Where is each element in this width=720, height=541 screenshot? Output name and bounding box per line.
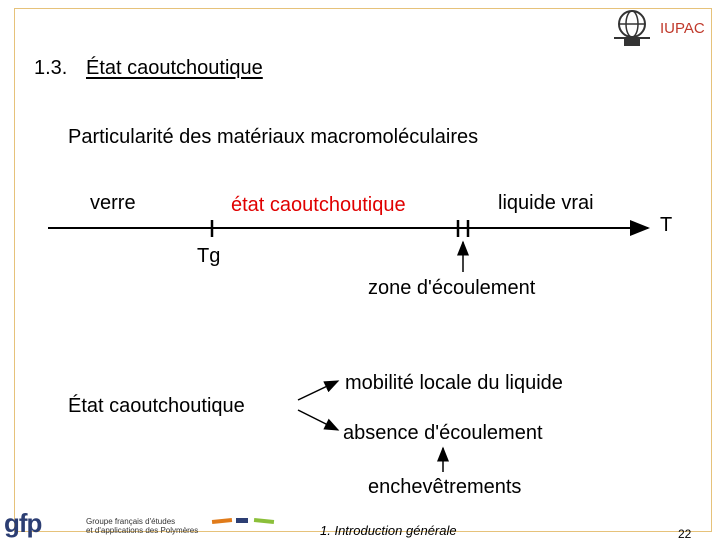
page-number: 22 (678, 527, 692, 541)
gfp-org-line-2: et d'applications des Polymères (86, 526, 199, 535)
gfp-logo: gfp (4, 508, 42, 538)
label-local-mobility: mobilité locale du liquide (345, 372, 563, 394)
gfp-color-bars (210, 514, 280, 528)
axis-label-t: T (660, 214, 673, 236)
label-no-flow: absence d'écoulement (343, 422, 543, 444)
gfp-org-name (86, 517, 198, 535)
label-entanglements: enchevêtrements (368, 476, 522, 498)
iupac-logo (610, 8, 656, 48)
label-flow-zone: zone d'écoulement (368, 277, 536, 299)
section-number: 1.3. (34, 57, 68, 79)
label-rubbery-state-2: État caoutchoutique (68, 395, 245, 417)
gfp-org-line-1: Groupe français d'études (86, 517, 176, 526)
label-verre: verre (90, 192, 136, 214)
section-heading: État caoutchoutique (86, 57, 263, 79)
label-rubbery-state: état caoutchoutique (231, 194, 406, 216)
slide-frame (14, 8, 712, 532)
section-title (34, 57, 263, 80)
iupac-label: IUPAC (660, 20, 705, 37)
label-tg: Tg (197, 245, 221, 267)
label-liquide-vrai: liquide vrai (498, 192, 594, 214)
subtitle: Particularité des matériaux macromoléculaires (68, 126, 479, 148)
footer-section-title: 1. Introduction générale (320, 523, 457, 538)
